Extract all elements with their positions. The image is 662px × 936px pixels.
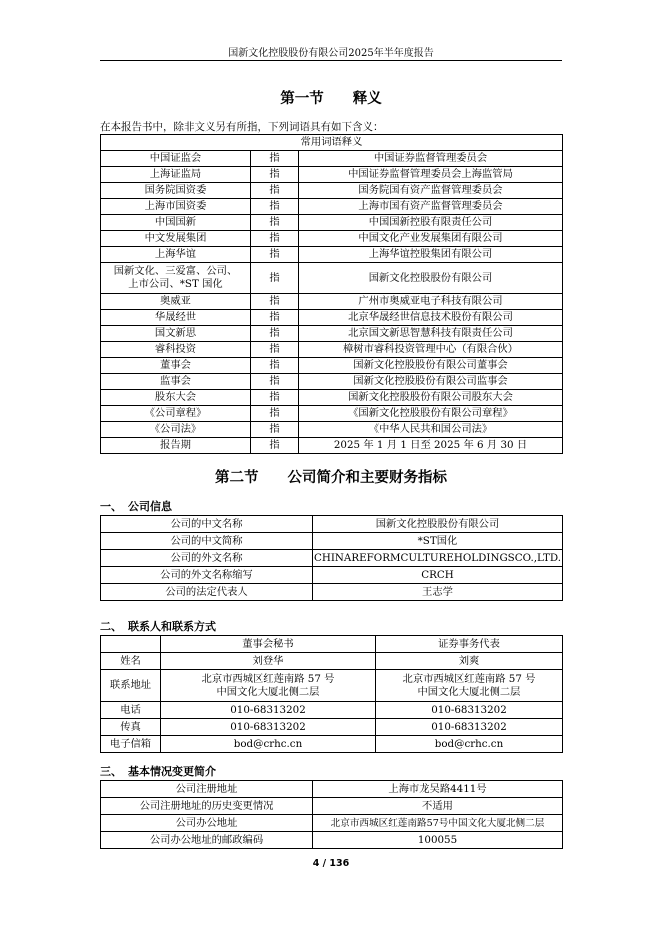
table-row: [101, 310, 563, 326]
label-cell: 联系地址: [101, 670, 161, 702]
column-header: 证券事务代表: [376, 636, 563, 653]
term-cell: 股东大会: [101, 390, 251, 406]
term-cell: 国务院国资委: [101, 183, 251, 199]
rep-cell: [376, 670, 563, 702]
table-row: [101, 374, 563, 390]
table-row: [101, 719, 563, 736]
address-line: 中国文化大厦北侧二层: [417, 685, 521, 698]
table-row: [101, 832, 563, 849]
section-2-title: 第二节 公司简介和主要财务指标: [215, 470, 447, 486]
address-line: 北京市西城区红莲南路 57 号: [402, 672, 536, 685]
table-row: [101, 736, 563, 753]
table-row: [101, 702, 563, 719]
refers-cell: 指: [251, 358, 299, 374]
value-cell: CRCH: [313, 567, 563, 584]
table-row: [101, 516, 563, 533]
label-cell: 公司的外文名称缩写: [101, 567, 313, 584]
page-number: 4 / 136: [312, 858, 350, 869]
table-row: [101, 584, 563, 601]
table-row: [101, 342, 563, 358]
refers-cell: 指: [251, 374, 299, 390]
header-rule: [100, 60, 562, 61]
definition-cell: 中国国新控股有限责任公司: [299, 215, 563, 231]
table-row: [101, 231, 563, 247]
rep-cell: 010-68313202: [376, 719, 563, 736]
definition-cell: 上海市国有资产监督管理委员会: [299, 199, 563, 215]
value-cell: 王志学: [313, 584, 563, 601]
refers-cell: 指: [251, 438, 299, 454]
value-cell: *ST国化: [313, 533, 563, 550]
term-cell: 上海华谊: [101, 247, 251, 263]
label-cell: 公司的法定代表人: [101, 584, 313, 601]
refers-cell: 指: [251, 183, 299, 199]
table-row: [101, 263, 563, 294]
term-cell: 中国国新: [101, 215, 251, 231]
definition-cell: 国新文化控股股份有限公司: [299, 263, 563, 294]
subsection-title: 公司信息: [128, 500, 172, 513]
table-row: [101, 815, 563, 832]
term-cell: 国文新思: [101, 326, 251, 342]
value-cell: 不适用: [313, 798, 563, 815]
definition-cell: 国新文化控股股份有限公司股东大会: [299, 390, 563, 406]
term-cell: 董事会: [101, 358, 251, 374]
definition-cell: 上海华谊控股集团有限公司: [299, 247, 563, 263]
label-cell: 电话: [101, 702, 161, 719]
label-cell: 电子信箱: [101, 736, 161, 753]
table-row: [101, 653, 563, 670]
table-row: [101, 215, 563, 231]
value-cell: CHINAREFORMCULTUREHOLDINGSCO.,LTD.: [313, 550, 563, 567]
table-row: [101, 183, 563, 199]
term-line: 上市公司、*ST 国化: [128, 278, 223, 290]
subsection-title: 联系人和联系方式: [128, 620, 216, 633]
refers-cell: 指: [251, 263, 299, 294]
refers-cell: 指: [251, 215, 299, 231]
label-cell: 公司的外文名称: [101, 550, 313, 567]
value-cell: 100055: [313, 832, 563, 849]
refers-cell: 指: [251, 294, 299, 310]
refers-cell: 指: [251, 247, 299, 263]
definition-cell: 樟树市睿科投资管理中心（有限合伙）: [299, 342, 563, 358]
refers-cell: 指: [251, 342, 299, 358]
subsection-basic-changes: [100, 763, 216, 779]
table-row: [101, 294, 563, 310]
definition-cell: 北京华晟经世信息技术股份有限公司: [299, 310, 563, 326]
table-header-cell: 常用词语释义: [101, 135, 563, 151]
table-row: [101, 550, 563, 567]
term-cell: 上海市国资委: [101, 199, 251, 215]
term-cell: 《公司法》: [101, 422, 251, 438]
definitions-table: [100, 134, 563, 454]
definition-cell: 广州市奥威亚电子科技有限公司: [299, 294, 563, 310]
subsection-title: 基本情况变更简介: [128, 765, 216, 778]
secretary-cell: 010-68313202: [161, 719, 376, 736]
intro-text: 在本报告书中，除非文义另有所指，下列词语具有如下含义：: [100, 121, 384, 133]
rep-cell: 010-68313202: [376, 702, 563, 719]
secretary-cell: 010-68313202: [161, 702, 376, 719]
definition-cell: 国新文化控股股份有限公司董事会: [299, 358, 563, 374]
label-cell: 公司办公地址: [101, 815, 313, 832]
table-row: [101, 422, 563, 438]
term-cell: 报告期: [101, 438, 251, 454]
table-row: [101, 781, 563, 798]
table-header-row: [101, 135, 563, 151]
column-header: 董事会秘书: [161, 636, 376, 653]
secretary-cell: [161, 670, 376, 702]
term-cell: 奥威亚: [101, 294, 251, 310]
term-cell: 监事会: [101, 374, 251, 390]
subsection-number: 一、: [100, 500, 122, 513]
subsection-company-info: [100, 498, 172, 514]
definition-cell: 中国文化产业发展集团有限公司: [299, 231, 563, 247]
company-info-table: [100, 515, 563, 601]
address-line: 中国文化大厦北侧二层: [216, 685, 320, 698]
secretary-cell: 刘登华: [161, 653, 376, 670]
subsection-number: 二、: [100, 620, 122, 633]
table-row: [101, 438, 563, 454]
table-row: [101, 247, 563, 263]
table-row: [101, 670, 563, 702]
refers-cell: 指: [251, 231, 299, 247]
corner-cell: [101, 636, 161, 653]
table-row: [101, 390, 563, 406]
refers-cell: 指: [251, 151, 299, 167]
table-row: [101, 326, 563, 342]
term-cell: 华晟经世: [101, 310, 251, 326]
label-cell: 姓名: [101, 653, 161, 670]
secretary-cell: bod@crhc.cn: [161, 736, 376, 753]
value-cell: 北京市西城区红莲南路57号中国文化大厦北侧二层: [313, 815, 563, 832]
subsection-contacts: [100, 618, 216, 634]
definition-cell: 国新文化控股股份有限公司监事会: [299, 374, 563, 390]
label-cell: 公司注册地址的历史变更情况: [101, 798, 313, 815]
value-cell: 上海市龙吴路4411号: [313, 781, 563, 798]
table-row: [101, 533, 563, 550]
term-cell: 中国证监会: [101, 151, 251, 167]
refers-cell: 指: [251, 199, 299, 215]
label-cell: 公司注册地址: [101, 781, 313, 798]
term-cell: 睿科投资: [101, 342, 251, 358]
definition-cell: 中国证券监督管理委员会上海监管局: [299, 167, 563, 183]
refers-cell: 指: [251, 310, 299, 326]
definition-cell: 中国证券监督管理委员会: [299, 151, 563, 167]
table-header-row: [101, 636, 563, 653]
address-line: 北京市西城区红莲南路 57 号: [201, 672, 335, 685]
refers-cell: 指: [251, 167, 299, 183]
table-row: [101, 167, 563, 183]
term-cell: 上海证监局: [101, 167, 251, 183]
contacts-table: [100, 635, 563, 753]
page-header: 国新文化控股股份有限公司2025年半年度报告: [228, 48, 434, 59]
term-cell: 《公司章程》: [101, 406, 251, 422]
definition-cell: 国务院国有资产监督管理委员会: [299, 183, 563, 199]
table-row: [101, 199, 563, 215]
rep-cell: 刘爽: [376, 653, 563, 670]
label-cell: 公司的中文简称: [101, 533, 313, 550]
rep-cell: bod@crhc.cn: [376, 736, 563, 753]
table-row: [101, 406, 563, 422]
table-row: [101, 358, 563, 374]
term-cell: [101, 263, 251, 294]
refers-cell: 指: [251, 326, 299, 342]
refers-cell: 指: [251, 406, 299, 422]
label-cell: 传真: [101, 719, 161, 736]
section-1-title: 第一节 释义: [280, 91, 382, 107]
basic-info-table: [100, 780, 563, 849]
definition-cell: 《中华人民共和国公司法》: [299, 422, 563, 438]
table-row: [101, 567, 563, 584]
table-row: [101, 151, 563, 167]
definition-cell: 2025 年 1 月 1 日至 2025 年 6 月 30 日: [299, 438, 563, 454]
term-line: 国新文化、三爱富、公司、: [113, 265, 238, 277]
value-cell: 国新文化控股股份有限公司: [313, 516, 563, 533]
refers-cell: 指: [251, 390, 299, 406]
label-cell: 公司办公地址的邮政编码: [101, 832, 313, 849]
label-cell: 公司的中文名称: [101, 516, 313, 533]
refers-cell: 指: [251, 422, 299, 438]
definition-cell: 《国新文化控股股份有限公司章程》: [299, 406, 563, 422]
table-row: [101, 798, 563, 815]
term-cell: 中文发展集团: [101, 231, 251, 247]
subsection-number: 三、: [100, 765, 122, 778]
definition-cell: 北京国文新思智慧科技有限责任公司: [299, 326, 563, 342]
